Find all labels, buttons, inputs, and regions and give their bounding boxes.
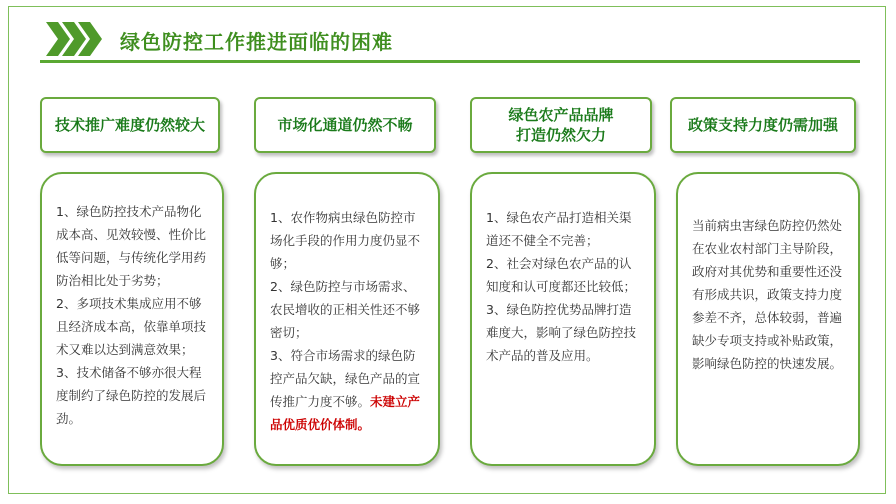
card-tech-promotion bbox=[40, 172, 224, 466]
card-market-channel bbox=[254, 172, 440, 466]
card-paragraph: 1、绿色农产品打造相关渠道还不健全不完善； bbox=[486, 210, 632, 248]
card-paragraph: 2、绿色防控与市场需求、农民增收的正相关性还不够密切； bbox=[270, 279, 421, 340]
card-paragraph-text: 3、符合市场需求的绿色防控产品欠缺，绿色产品的宣传推广力度不够。 bbox=[270, 348, 421, 409]
card-paragraph: 1、农作物病虫绿色防控市场化手段的作用力度仍显不够； bbox=[270, 210, 421, 271]
highlight-text: 未建立产品优质优价体制。 bbox=[270, 394, 421, 432]
card-paragraph: 当前病虫害绿色防控仍然处在农业农村部门主导阶段，政府对其优势和重要性还没有形成共识，政策支持力度参差不齐，总体较弱，普遍缺少专项支持或补贴政策，影响绿色防控的快速发展。 bbox=[692, 218, 843, 371]
card-green-brand bbox=[470, 172, 656, 466]
heading-text-line-2: 打造仍然欠力 bbox=[515, 126, 606, 144]
heading-text: 技术推广难度仍然较大 bbox=[54, 116, 205, 134]
card-paragraph: 2、多项技术集成应用不够且经济成本高，依靠单项技术又难以达到满意效果； bbox=[56, 296, 207, 357]
card-paragraph bbox=[270, 344, 424, 436]
title-divider bbox=[40, 60, 860, 63]
card-policy-support bbox=[676, 172, 860, 466]
heading-text-line-1: 绿色农产品品牌 bbox=[508, 106, 614, 124]
heading-text: 政策支持力度仍需加强 bbox=[687, 116, 838, 134]
chevron-arrows-icon bbox=[46, 22, 102, 56]
card-paragraph: 2、社会对绿色农产品的认知度和认可度都还比较低； bbox=[486, 256, 637, 294]
card-paragraph: 3、绿色防控优势品牌打造难度大，影响了绿色防控技术产品的普及应用。 bbox=[486, 302, 637, 363]
card-paragraph: 1、绿色防控技术产品物化成本高、见效较慢、性价比低等问题，与传统化学用药防治相比处于劣势； bbox=[56, 204, 207, 288]
heading-tech-promotion bbox=[40, 97, 220, 153]
heading-text: 市场化通道仍然不畅 bbox=[277, 116, 413, 134]
card-paragraph: 3、技术储备不够亦很大程度制约了绿色防控的发展后劲。 bbox=[56, 365, 207, 426]
heading-green-brand bbox=[470, 97, 652, 153]
heading-policy-support bbox=[670, 97, 856, 153]
page-title: 绿色防控工作推进面临的困难 bbox=[120, 30, 393, 54]
heading-market-channel bbox=[254, 97, 436, 153]
